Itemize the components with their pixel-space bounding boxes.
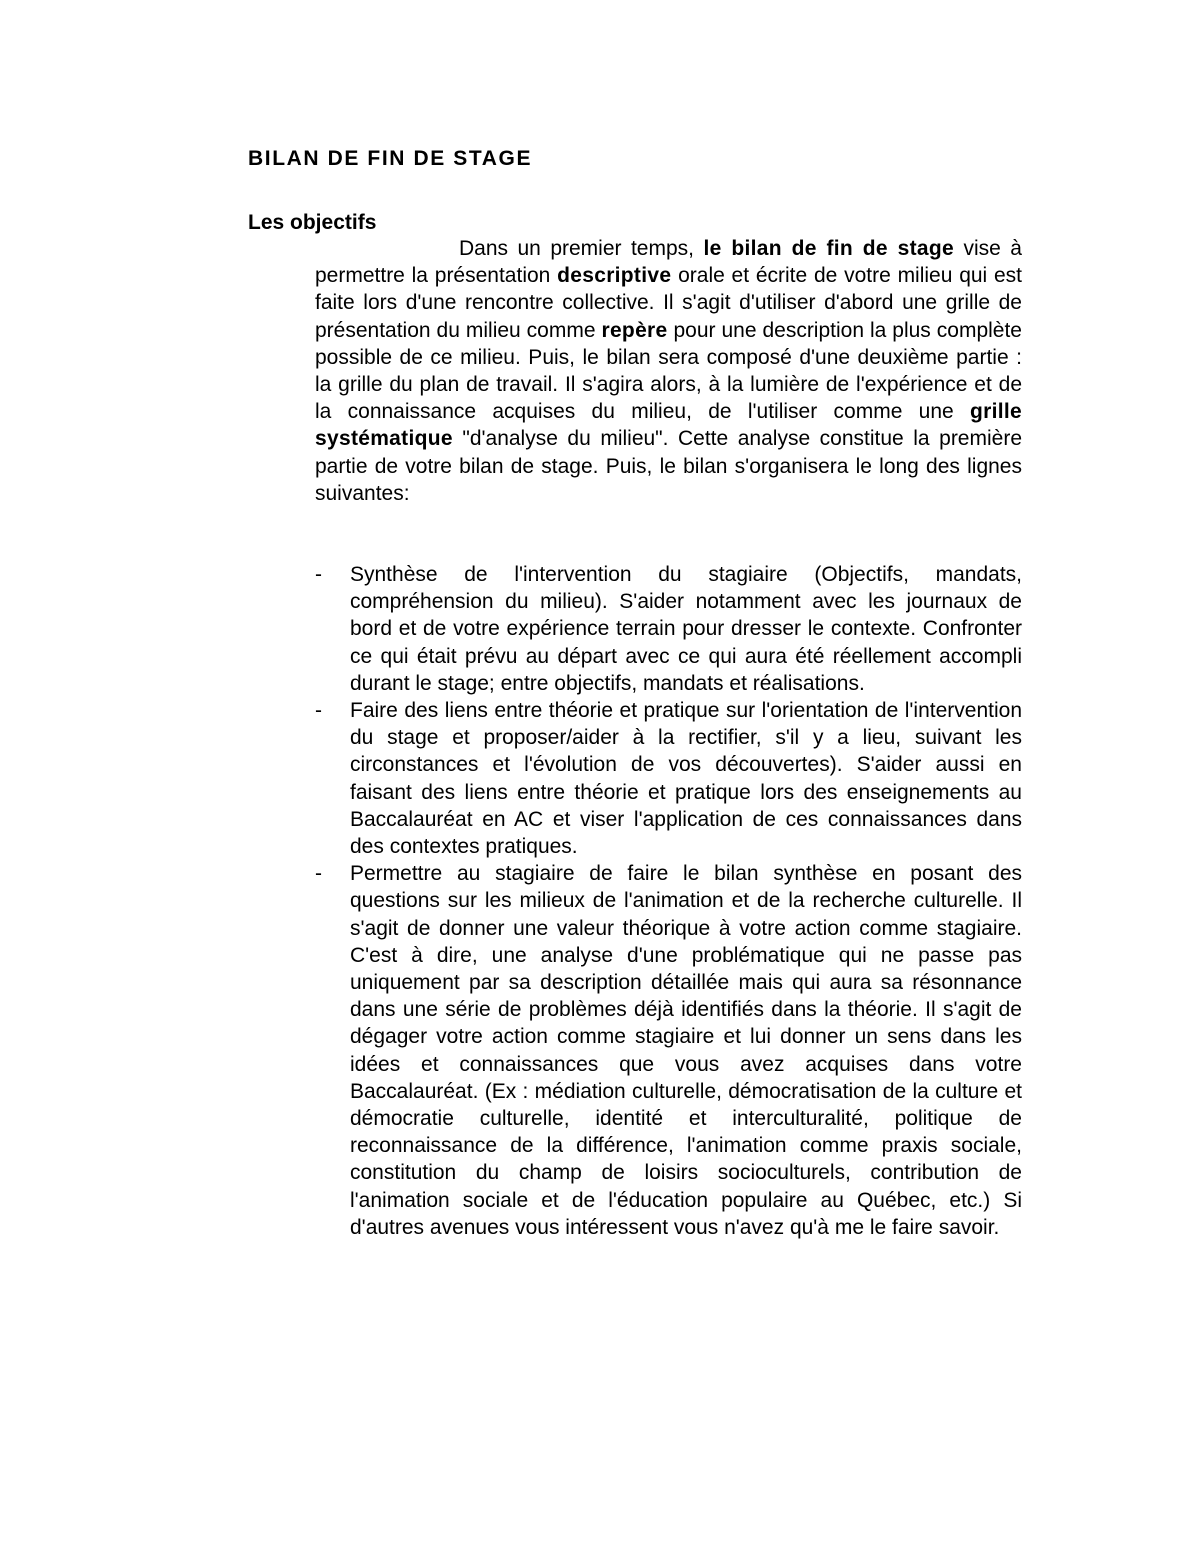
list-item (315, 561, 1022, 697)
list-item (315, 697, 1022, 860)
list-item (315, 860, 1022, 1241)
intro-text-2: vise à permettre la présentation (315, 237, 1022, 288)
intro-text-5: "d'analyse du milieu". Cette analyse constitue la première partie de votre bilan de stage. Puis, le bilan s'organisera le long des lignes suivantes: (315, 427, 1022, 505)
section-heading: Les objectifs (248, 211, 377, 234)
intro-bold-3: repère (601, 318, 668, 342)
bullet-list (315, 561, 1022, 1241)
list-item-text: Faire des liens entre théorie et pratique sur l'orientation de l'intervention du stage et proposer/aider à la rectifier, s'il y a lieu, suivant les circonstances et l'évolution de vos découvertes). S'aider aussi en faisant des liens entre théorie et pratique lors des enseignements au Baccalauréat en AC et viser l'application de ces connaissances dans des contextes pratiques. (350, 699, 1022, 859)
intro-text-3: orale et écrite de votre milieu qui est faite lors d'une rencontre collective. Il s'agit d'utiliser d'abord une grille de présentation du milieu comme (315, 264, 1023, 342)
list-item-text: Synthèse de l'intervention du stagiaire (Objectifs, mandats, compréhension du milieu). S'aider notamment avec les journaux de bord et de votre expérience terrain pour dresser le contexte. Confronter ce qui était prévu au départ avec ce qui aura été réellement accompli durant le stage; entre objectifs, mandats et réalisations. (350, 563, 1022, 695)
bullet-dash: - (315, 563, 322, 586)
list-item-text: Permettre au stagiaire de faire le bilan synthèse en posant des questions sur les milieux de l'animation et de la recherche culturelle. Il s'agit de donner une valeur théorique à votre action comme stagiaire. C'est à dire, une analyse d'une problématique qui ne passe pas uniquement par sa description détaillée mais qui aura sa résonnance dans une série de problèmes déjà identifiés dans la théorie. Il s'agit de dégager votre action comme stagiaire et lui donner un sens dans les idées et connaissances que vous avez acquises dans votre Baccalauréat. (Ex : médiation culturelle, démocratisation de la culture et démocratie culturelle, identité et interculturalité, politique de reconnaissance de la différence, l'animation comme praxis sociale, constitution du champ de loisirs socioculturels, contribution de l'animation sociale et de l'éducation populaire au Québec, etc.) Si d'autres avenues vous intéressent vous n'avez qu'à me le faire savoir. (350, 862, 1022, 1239)
bullet-dash: - (315, 699, 322, 723)
intro-bold-2: descriptive (557, 264, 672, 288)
document-title: BILAN DE FIN DE STAGE (248, 147, 533, 170)
intro-paragraph (315, 235, 1022, 507)
intro-text-1: Dans un premier temps, (459, 237, 704, 260)
bullet-dash: - (315, 862, 322, 886)
intro-bold-4: grille systématique (315, 400, 1022, 451)
intro-text-4: pour une description la plus complète possible de ce milieu. Puis, le bilan sera composé d'une deuxième partie : la grille du plan de travail. Il s'agira alors, à la lumière de l'expérience et de la connaissance acquises du milieu, de l'utiliser comme une (315, 318, 1022, 424)
intro-bold-1: le bilan de fin de stage (703, 237, 955, 260)
